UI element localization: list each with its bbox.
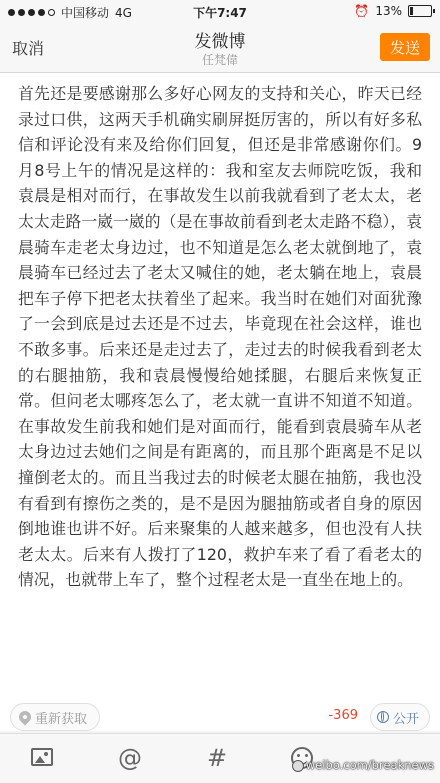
battery-icon — [408, 5, 432, 17]
network-type: 4G — [115, 5, 132, 20]
alarm-icon: ⏰ — [354, 4, 370, 18]
watermark — [292, 758, 434, 772]
status-bar — [0, 0, 440, 22]
carrier-label: 中国移动 — [61, 6, 110, 20]
battery-percent: 13% — [375, 4, 402, 18]
weibo-logo-icon — [292, 760, 304, 772]
compose-header — [0, 22, 440, 73]
visibility-label: 公开 — [392, 711, 419, 727]
clock: 下午7:47 — [193, 6, 247, 20]
account-name: 任梵偉 — [201, 53, 238, 67]
image-icon[interactable] — [30, 746, 56, 770]
character-count: -369 — [328, 708, 358, 723]
send-button[interactable]: 发送 — [380, 33, 430, 61]
watermark-text: weibo.com/breaknews — [305, 758, 434, 772]
globe-icon — [377, 711, 389, 723]
location-label: 重新获取 — [35, 711, 88, 727]
post-editor[interactable] — [0, 73, 440, 703]
mention-icon[interactable]: @ — [118, 744, 142, 772]
topic-icon[interactable]: # — [206, 744, 228, 772]
compose-meta-row — [0, 703, 440, 731]
location-pin-icon — [17, 709, 34, 726]
page-title: 发微博 — [194, 32, 246, 52]
visibility-button[interactable] — [370, 703, 430, 731]
location-button[interactable] — [10, 703, 100, 731]
post-text[interactable]: 首先还是要感谢那么多好心网友的支持和关心，昨天已经录过口供，这两天手机确实刷屏挺厉害的，所以有好多私信和评论没有来及给你们回复，但还是非常感谢你们。9月8号上午的情况是这样的：我和室友去师院吃饭，我和袁晨是相对而行，在事故发生以前我就看到了老太太，老太太走路一崴一崴的（是在事故前看到老太走路不稳），袁晨骑车走老太身边过，也不知道是怎么老太就倒地了，袁晨骑车已经过去了老太又喊住的她，老太躺在地上，袁晨把车子停下把老太扶着坐了起来。我当时在她们对面犹豫了一会到底是过去还是不过去，毕竟现在社会这样，谁也不敢多事。后来还是走过去了，走过去的时候我看到老太的右腿抽筋，我和袁晨慢慢给她揉腿，右腿后来恢复正常。但问老太哪疼怎么了，老太就一直讲不知道不知道。在事故发生前我和她们是对面而行，能看到袁晨骑车从老太身边过去她们之间是有距离的，而且那个距离是不足以撞倒老太的。而且当我过去的时候老太腿在抽筋，我也没有看到有擦伤之类的，是不是因为腿抽筋或者自身的原因倒地谁也讲不好。后来聚集的人越来越多，但也没有人扶老太太。后来有人拨打了120，救护车来了看了看老太的情况，也就带上车了，整个过程老太是一直坐在地上的。 — [18, 84, 422, 590]
status-bar-right — [354, 4, 432, 18]
cancel-button[interactable]: 取消 — [12, 39, 45, 58]
